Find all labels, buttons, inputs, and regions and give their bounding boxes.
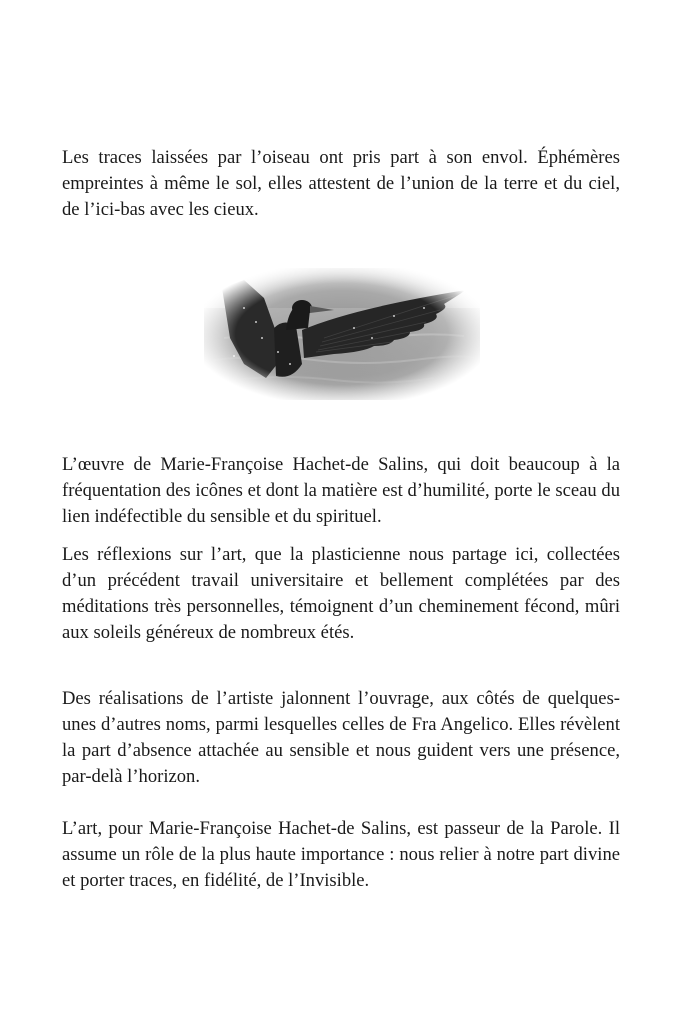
bird-wings-spread-icon bbox=[204, 268, 480, 400]
paragraph-art-parole: L’art, pour Marie-Françoise Hachet-de Salins, est passeur de la Parole. Il assume un rôle de la plus haute importance : nous relier à notre part divine et porter traces, en fidélité, de l’Invisible. bbox=[62, 818, 620, 891]
paragraph-oeuvre: L’œuvre de Marie-Françoise Hachet-de Salins, qui doit beaucoup à la fréquentation des icônes et dont la matière est d’humilité, porte le sceau du lien indéfectible du sensible et du spirituel. bbox=[62, 454, 620, 527]
document-page bbox=[62, 0, 620, 1024]
paragraph-intro: Les traces laissées par l’oiseau ont pris part à son envol. Éphémères empreintes à même le sol, elles attestent de l’union de la terre et du ciel, de l’ici-bas avec les cieux. bbox=[62, 147, 620, 220]
paragraph-realisations: Des réalisations de l’artiste jalonnent l’ouvrage, aux côtés de quelques-unes d’autres noms, parmi lesquelles celles de Fra Angelico. Elles révèlent la part d’absence attachée au sensible et nous guident vers une présence, par-delà l’horizon. bbox=[62, 688, 620, 787]
bird-photo bbox=[204, 268, 480, 400]
paragraph-reflexions: Les réflexions sur l’art, que la plasticienne nous partage ici, collectées d’un précédent travail universitaire et bellement complétées par des méditations très personnelles, témoignent d’un cheminement fécond, mûri aux soleils généreux de nombreux étés. bbox=[62, 544, 620, 643]
